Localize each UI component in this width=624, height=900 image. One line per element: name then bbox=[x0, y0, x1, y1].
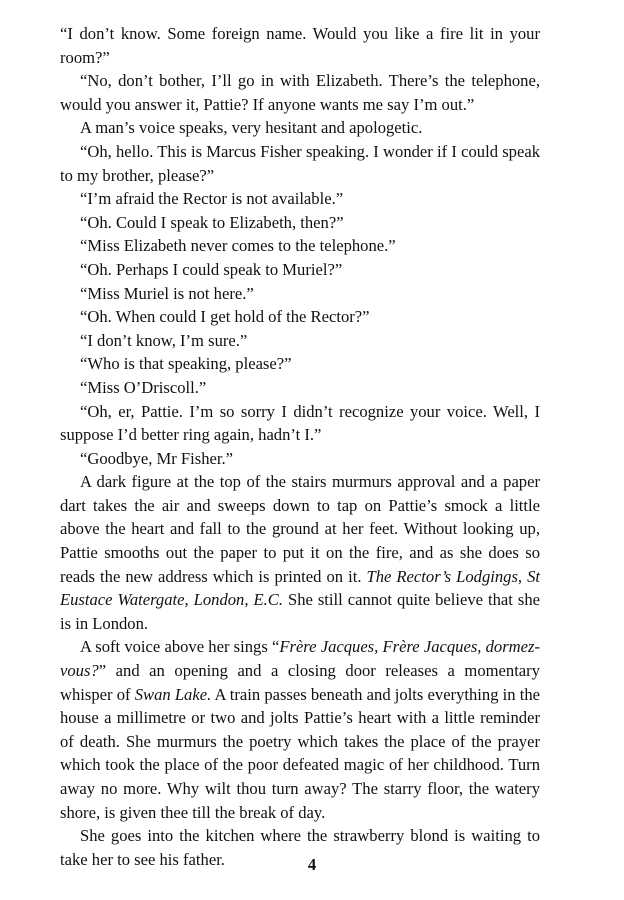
text-run: ” and an opening and a closing door releases a momentary whisper of bbox=[60, 661, 540, 704]
paragraph: “Oh. When could I get hold of the Rector?” bbox=[80, 307, 370, 327]
paragraph: “No, don’t bother, I’ll go in with Elizabeth. There’s the telephone, would you answer it, Pattie? If anyone wants me say I’m out.” bbox=[60, 71, 540, 114]
paragraph: “Miss Muriel is not here.” bbox=[80, 283, 254, 303]
italic-address: The Rector’s Lodgings, St Eustace Watergate, London, E.C. bbox=[60, 566, 540, 610]
paragraph: “Who is that speaking, please?” bbox=[80, 354, 292, 374]
paragraph bbox=[60, 470, 540, 635]
book-page-text bbox=[60, 22, 540, 871]
paragraph: She goes into the kitchen where the strawberry blond is waiting to take her to see his father. bbox=[60, 826, 540, 869]
paragraph: A man’s voice speaks, very hesitant and apologetic. bbox=[80, 118, 423, 138]
paragraph bbox=[60, 635, 540, 824]
paragraph: “Miss O’Driscoll.” bbox=[80, 377, 207, 397]
paragraph: “Oh, er, Pattie. I’m so sorry I didn’t recognize your voice. Well, I suppose I’d better ring again, hadn’t I.” bbox=[60, 401, 540, 445]
text-run: A dark figure at the top of the stairs murmurs approval and a paper dart takes the air and sweeps down to tap on Pattie’s smock a little above the heart and fall to the ground at her feet. Without looking up, Pattie smooths out the paper to put it on the fire, and as she does so reads the new address which is printed on it. bbox=[60, 472, 540, 586]
paragraph: “I don’t know. Some foreign name. Would you like a fire lit in your room?” bbox=[60, 24, 540, 67]
paragraph: “Oh, hello. This is Marcus Fisher speaking. I wonder if I could speak to my brother, please?” bbox=[60, 141, 540, 185]
paragraph: “Oh. Could I speak to Elizabeth, then?” bbox=[80, 212, 344, 232]
paragraph: “Goodbye, Mr Fisher.” bbox=[80, 448, 234, 468]
paragraph: “I don’t know, I’m sure.” bbox=[80, 330, 248, 350]
italic-ballet-title: Swan Lake. bbox=[134, 684, 212, 704]
text-run: A train passes beneath and jolts everything in the house a millimetre or two and jolts Pattie’s heart with a little reminder of death. She murmurs the poetry which takes the place of the prayer which took the place of the poor defeated magic of her childhood. Turn away no more. Why wilt thou turn away? The starry floor, the watery shore, is given thee till the break of day. bbox=[60, 684, 541, 822]
paragraph: “Miss Elizabeth never comes to the telephone.” bbox=[80, 236, 396, 256]
text-run: A soft voice above her sings “ bbox=[80, 637, 280, 657]
paragraph: “I’m afraid the Rector is not available.” bbox=[80, 189, 344, 209]
italic-song-title: Frère Jacques, Frère Jacques, dormez-vous? bbox=[60, 637, 541, 681]
page-number: 4 bbox=[307, 855, 317, 874]
paragraph: “Oh. Perhaps I could speak to Muriel?” bbox=[80, 259, 343, 279]
text-run: She still cannot quite believe that she is in London. bbox=[60, 590, 540, 633]
